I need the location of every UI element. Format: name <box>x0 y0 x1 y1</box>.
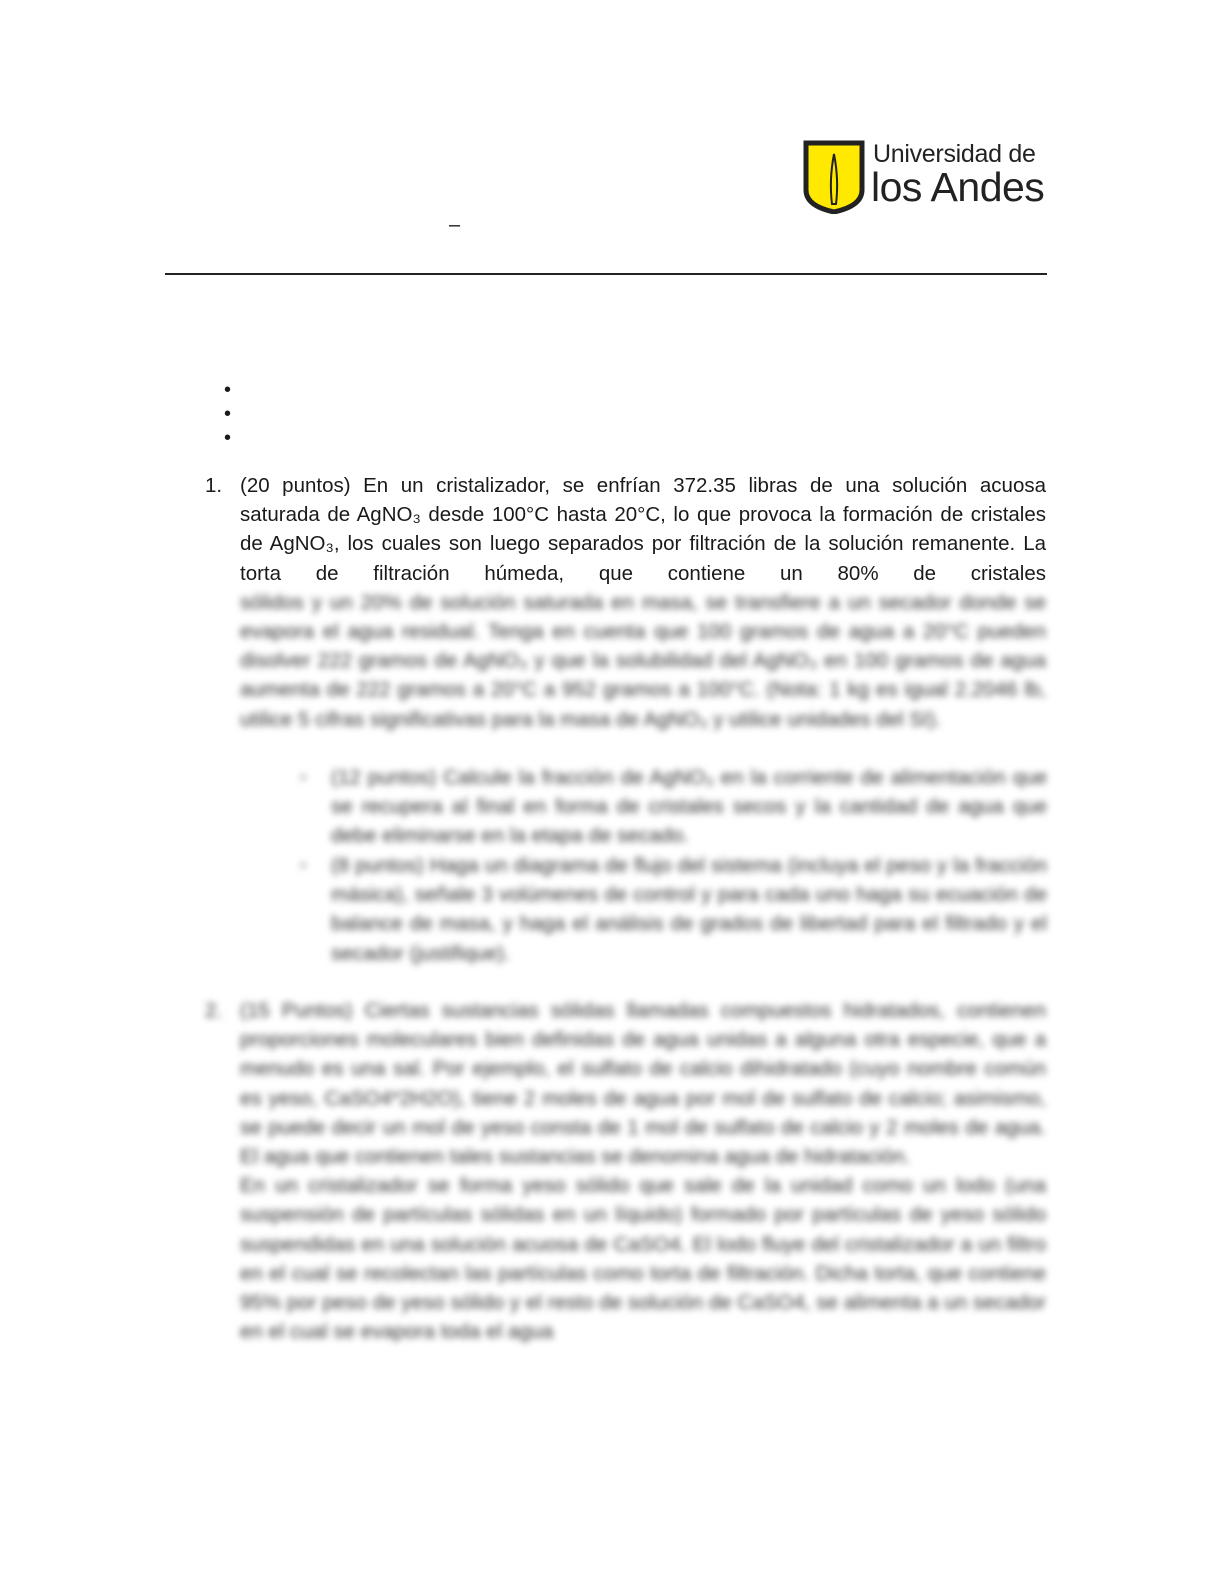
bullet-item: • <box>224 427 232 449</box>
question-number: 2. <box>205 999 223 1022</box>
question-1 <box>240 471 1046 734</box>
bullet-item: • <box>224 403 232 425</box>
question-1-part-a: (12 puntos) Calcule la fracción de AgNO₃ en la corriente de alimentación que se recupera al final en forma de cristales secos y la cantidad de agua que debe eliminarse en la etapa de secado. <box>331 766 1047 848</box>
question-1-intro-blurred: sólidos y un 20% de solución saturada en masa, se transfiere a un secador donde se evapora el agua residual. Tenga en cuenta que 100 gramos de agua a 20°C pueden disolver 222 gramos de AgNO₃ y que la solubilidad del AgNO₃ en 100 gramos de agua aumenta de 222 gramos a 20°C a 952 gramos a 100°C. (Nota: 1 kg es igual 2.2046 lb, utilice 5 cifras significativas para la masa de AgNO₃ y utilice unidades del SI). <box>240 590 1046 731</box>
question-2 <box>240 996 1046 1346</box>
university-logo <box>803 140 1048 215</box>
sub-bullet: ▫ <box>300 767 307 787</box>
logo-text-line1: Universidad de <box>873 140 1036 168</box>
question-1-intro-visible: (20 puntos) En un cristalizador, se enfrían 372.35 libras de una solución acuosa saturada de AgNO₃ desde 100°C hasta 20°C, lo que provoca la formación de cristales de AgNO₃, los cuales son luego separados por filtración de la solución remanente. La torta de filtración húmeda, que contiene un 80% de cristales <box>240 474 1046 585</box>
header-divider <box>165 273 1047 275</box>
empty-bullet-list <box>224 378 231 450</box>
bullet-item: • <box>224 379 232 401</box>
shield-icon <box>803 140 865 214</box>
question-2-paragraph-2: En un cristalizador se forma yeso sólido que sale de la unidad como un lodo (una suspensión de partículas sólidas en un líquido) formado por partículas de yeso sólido suspendidas en una solución acuosa de CaSO4. El lodo fluye del cristalizador a un filtro en el cual se recolectan las partículas como torta de filtración. Dicha torta, que contiene 95% por peso de yeso sólido y el resto de solución de CaSO4, se alimenta a un secador en el cual se evapora toda el agua <box>240 1174 1046 1344</box>
sub-bullet: ▫ <box>300 855 307 875</box>
question-1-part-b: (8 puntos) Haga un diagrama de flujo del sistema (incluya el peso y la fracción másica), señale 3 volúmenes de control y para cada uno haga su ecuación de balance de masa, y haga el análisis de grados de libertad para el filtrado y el secador (justifique). <box>331 854 1047 965</box>
header-dash: – <box>449 214 461 236</box>
logo-text-line2: los Andes <box>871 164 1045 210</box>
question-number: 1. <box>205 474 223 497</box>
question-2-paragraph-1: (15 Puntos) Ciertas sustancias sólidas llamadas compuestos hidratados, contienen proporciones moleculares bien definidas de agua unidas a alguna otra especie, que a menudo es una sal. Por ejemplo, el sulfato de calcio dihidratado (cuyo nombre común es yeso, CaSO4*2H2O), tiene 2 moles de agua por mol de sulfato de calcio; asimismo, se puede decir un mol de yeso consta de 1 mol de sulfato de calcio y 2 moles de agua. El agua que contienen tales sustancias se denomina agua de hidratación. <box>240 999 1046 1169</box>
